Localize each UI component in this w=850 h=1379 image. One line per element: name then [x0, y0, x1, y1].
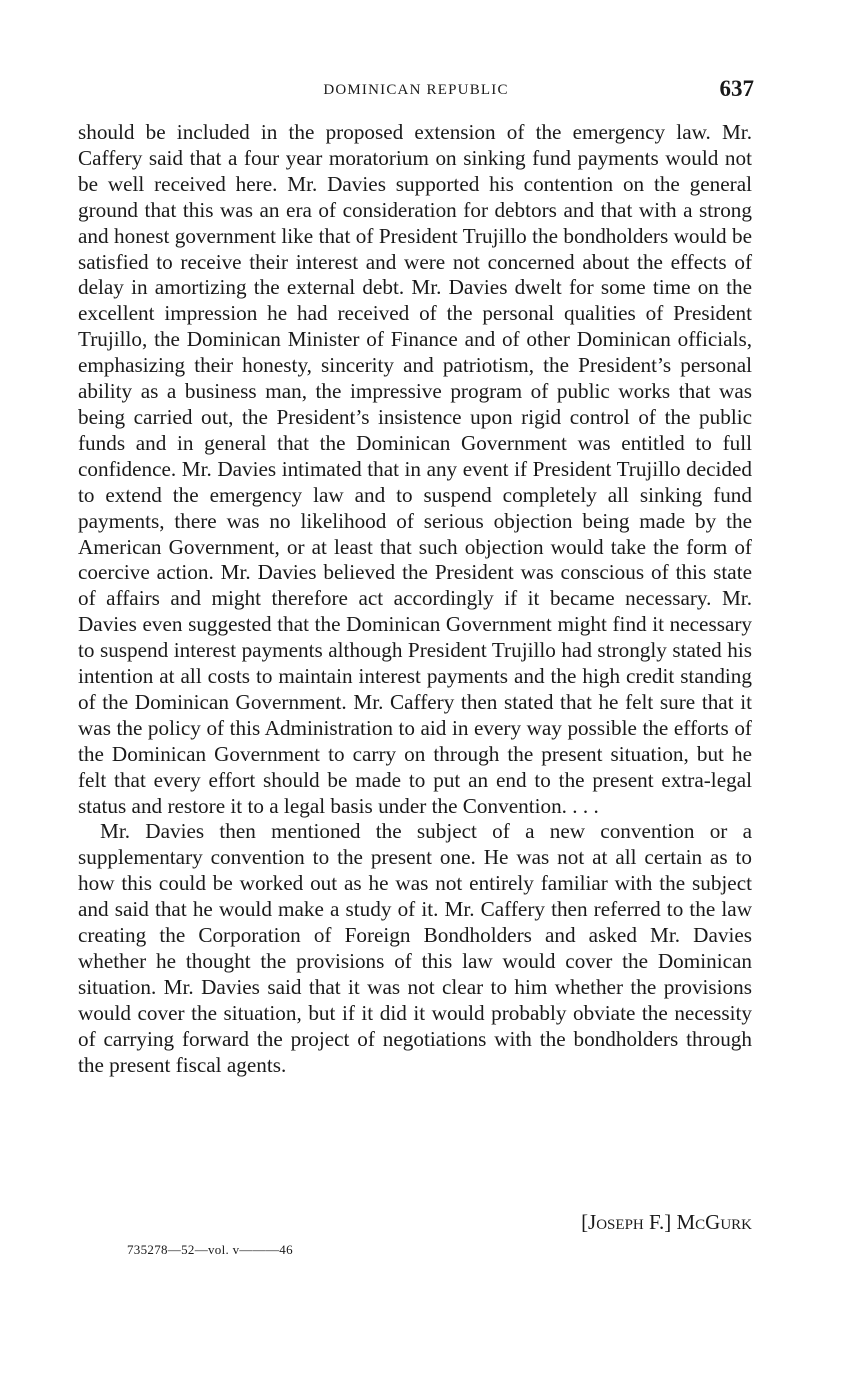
running-head: [78, 76, 754, 106]
signature: [Joseph F.] McGurk: [581, 1210, 752, 1234]
body-text: [78, 120, 752, 1079]
paragraph: Mr. Davies then mentioned the subject of a new convention or a supplementary convention to the present one. He was not at all certain as to how this could be worked out as he was not entirely familiar with the subject and said that he would make a study of it. Mr. Caffery then referred to the law creating the Corporation of Foreign Bondholders and asked Mr. Davies whether he thought the provisions of this law would cover the Dominican situation. Mr. Davies said that it was not clear to him whether the provisions would cover the situation, but if it did it would probably obviate the necessity of carrying forward the project of negotiations with the bondholders through the present fiscal agents.: [78, 819, 752, 1077]
printer-imprint: 735278—52—vol. v———46: [127, 1242, 293, 1257]
running-title: DOMINICAN REPUBLIC: [323, 82, 509, 98]
paragraph: should be included in the proposed extension of the emergency law. Mr. Caffery said that a four year moratorium on sinking fund payments would not be well received here. Mr. Davies supported his contention on the general ground that this was an era of consideration for debtors and that with a strong and honest government like that of President Trujillo the bondholders would be satisfied to receive their interest and were not concerned about the effects of delay in amortizing the external debt. Mr. Davies dwelt for some time on the excellent impression he had received of the personal qualities of President Trujillo, the Dominican Minister of Finance and of other Dominican officials, emphasizing their honesty, sincerity and patriotism, the President’s personal ability as a business man, the impressive program of public works that was being carried out, the President’s insistence upon rigid control of the public funds and in general that the Dominican Government was entitled to full confidence. Mr. Davies intimated that in any event if President Trujillo decided to extend the emergency law and to suspend completely all sinking fund payments, there was no likelihood of serious objection being made by the American Government, or at least that such objection would take the form of coercive action. Mr. Davies believed the President was conscious of this state of affairs and might therefore act accordingly if it became necessary. Mr. Davies even suggested that the Dominican Government might find it necessary to suspend interest payments although President Trujillo had strongly stated his intention at all costs to maintain interest payments and the high credit standing of the Dominican Government. Mr. Caffery then stated that he felt sure that it was the policy of this Administration to aid in every way possible the efforts of the Dominican Government to carry on through the present situation, but he felt that every effort should be made to put an end to the present extra-legal status and restore it to a legal basis under the Convention. . . .: [78, 120, 752, 818]
page-number: 637: [719, 76, 754, 101]
